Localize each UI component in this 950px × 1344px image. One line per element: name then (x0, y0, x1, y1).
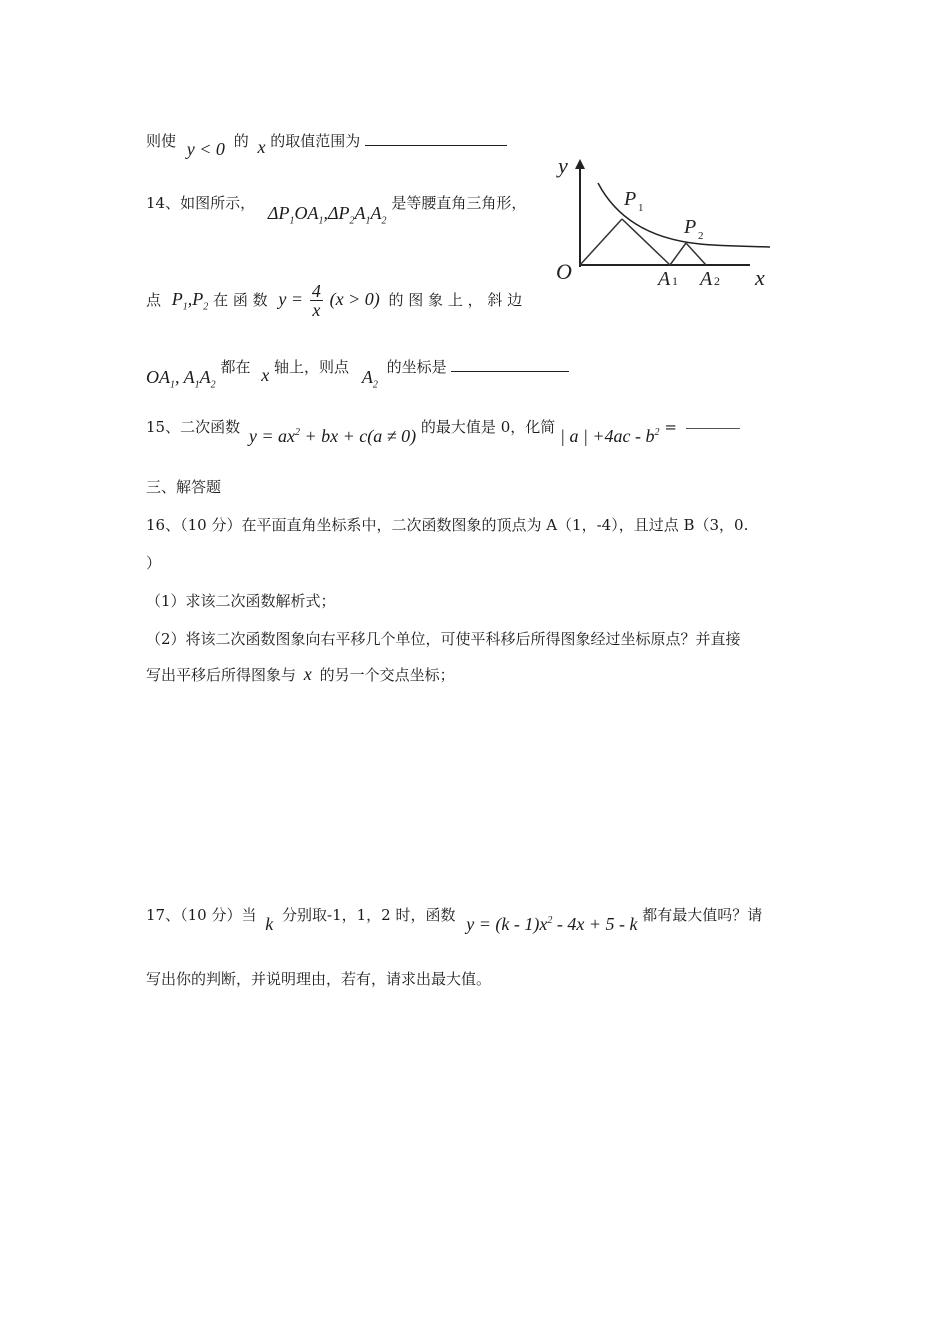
q14-number: 14、如图所示， (146, 194, 256, 212)
q14-line3-suffix: 的坐标是 (386, 358, 447, 376)
q14-line2-prefix: 点 (146, 290, 162, 309)
q13-continuation-line (146, 130, 507, 159)
segment-p2-a2 (686, 243, 706, 265)
q16-line1: 16、（10 分）在平面直角坐标系中，二次函数图象的顶点为 A（1，-4），且过点 B（3，0. (146, 516, 749, 534)
y-axis-arrow-icon (575, 159, 585, 169)
p2-label: P (684, 216, 697, 238)
q17-line1 (146, 904, 763, 934)
q15-number: 15、二次函数 (146, 418, 241, 436)
p1-label: P (624, 188, 637, 210)
q16-sub2-var: x (303, 664, 312, 684)
q15-equals: = (664, 418, 677, 436)
q14-point-a2: $A_2$ (361, 367, 378, 391)
q14-func-lhs: y = (278, 288, 304, 309)
q14-line3-mid: 都在 (220, 358, 251, 376)
q15-expression: | a | $+4ac - b^2$ (560, 426, 660, 446)
segment-p1-a1 (622, 219, 670, 265)
a2-label: A (700, 268, 713, 290)
a1-label: A (658, 268, 671, 290)
q14-statement: 是等腰直角三角形， (391, 194, 527, 212)
q17-var: k (265, 914, 274, 934)
q13-prefix: 则使 (146, 132, 177, 150)
q17-mid: 分别取-1，1，2 时，函数 (282, 906, 456, 924)
q13-var: x (257, 137, 266, 157)
q16-subquestion-2-line2 (146, 664, 455, 685)
q14-figure (550, 155, 790, 295)
q15-line (146, 416, 740, 446)
x-axis-label: x (755, 265, 765, 290)
segment-o-p1 (580, 219, 622, 265)
q15-function: $y = ax^2$ + bx + c(a ≠ 0) (248, 426, 417, 446)
q13-condition: y < 0 (186, 139, 225, 159)
q17-function: $y = (k - 1)x^2 - 4x + 5 - k$ (466, 914, 638, 934)
q14-func-condition: (x > 0) (329, 288, 380, 309)
q16-sub2-suffix: 的另一个交点坐标； (319, 666, 455, 684)
q14-line3 (146, 356, 569, 391)
q17-prefix: 17、（10 分）当 (146, 906, 257, 924)
q16-sub2-prefix: 写出平移后所得图象与 (146, 666, 297, 684)
q15-answer-blank (686, 428, 740, 429)
q14-triangles: $\Delta P_1OA_1,\Delta P_2A_1A_2$ (267, 203, 387, 227)
q14-line3-var: x (261, 365, 270, 385)
a2-subscript: 2 (714, 274, 720, 288)
q17-suffix: 都有最大值吗？请 (642, 906, 763, 924)
q14-points: $P_1,P_2$ (171, 288, 209, 313)
section-3-title: 三、解答题 (146, 478, 222, 496)
q14-func-numerator: 4 (311, 281, 321, 301)
q14-func-fraction (310, 282, 323, 319)
q14-line3-mid2: 轴上，则点 (274, 358, 350, 376)
q14-line1 (146, 192, 527, 227)
q16-line1b: ） (146, 554, 162, 572)
q17-line2: 写出你的判断，并说明理由，若有，请求出最大值。 (146, 970, 492, 988)
q14-line2 (146, 268, 523, 320)
q13-mid: 的 (233, 132, 249, 150)
segment-a1-p2 (670, 243, 686, 265)
q14-func-denominator: x (312, 300, 321, 320)
a1-subscript: 1 (672, 274, 678, 288)
q13-suffix: 的取值范围为 (270, 132, 361, 150)
origin-label: O (556, 259, 572, 284)
q15-mid: 的最大值是 0，化简 (420, 418, 556, 436)
p1-subscript: 1 (638, 202, 644, 214)
q14-hypotenuses: $OA_1$, $A_1A_2$ (146, 367, 216, 391)
q14-answer-blank (451, 371, 569, 372)
q16-subquestion-2-line1: （2）将该二次函数图象向右平移几个单位，可使平科移后所得图象经过坐标原点？并直接 (146, 630, 741, 648)
q13-answer-blank (365, 145, 507, 146)
q16-subquestion-1: （1）求该二次函数解析式； (146, 592, 336, 610)
q14-line2-mid: 在 函 数 (213, 290, 268, 309)
p2-subscript: 2 (698, 230, 704, 242)
y-axis-label: y (558, 155, 568, 178)
q14-line2-suffix: 的 图 象 上 ， 斜 边 (388, 290, 523, 309)
